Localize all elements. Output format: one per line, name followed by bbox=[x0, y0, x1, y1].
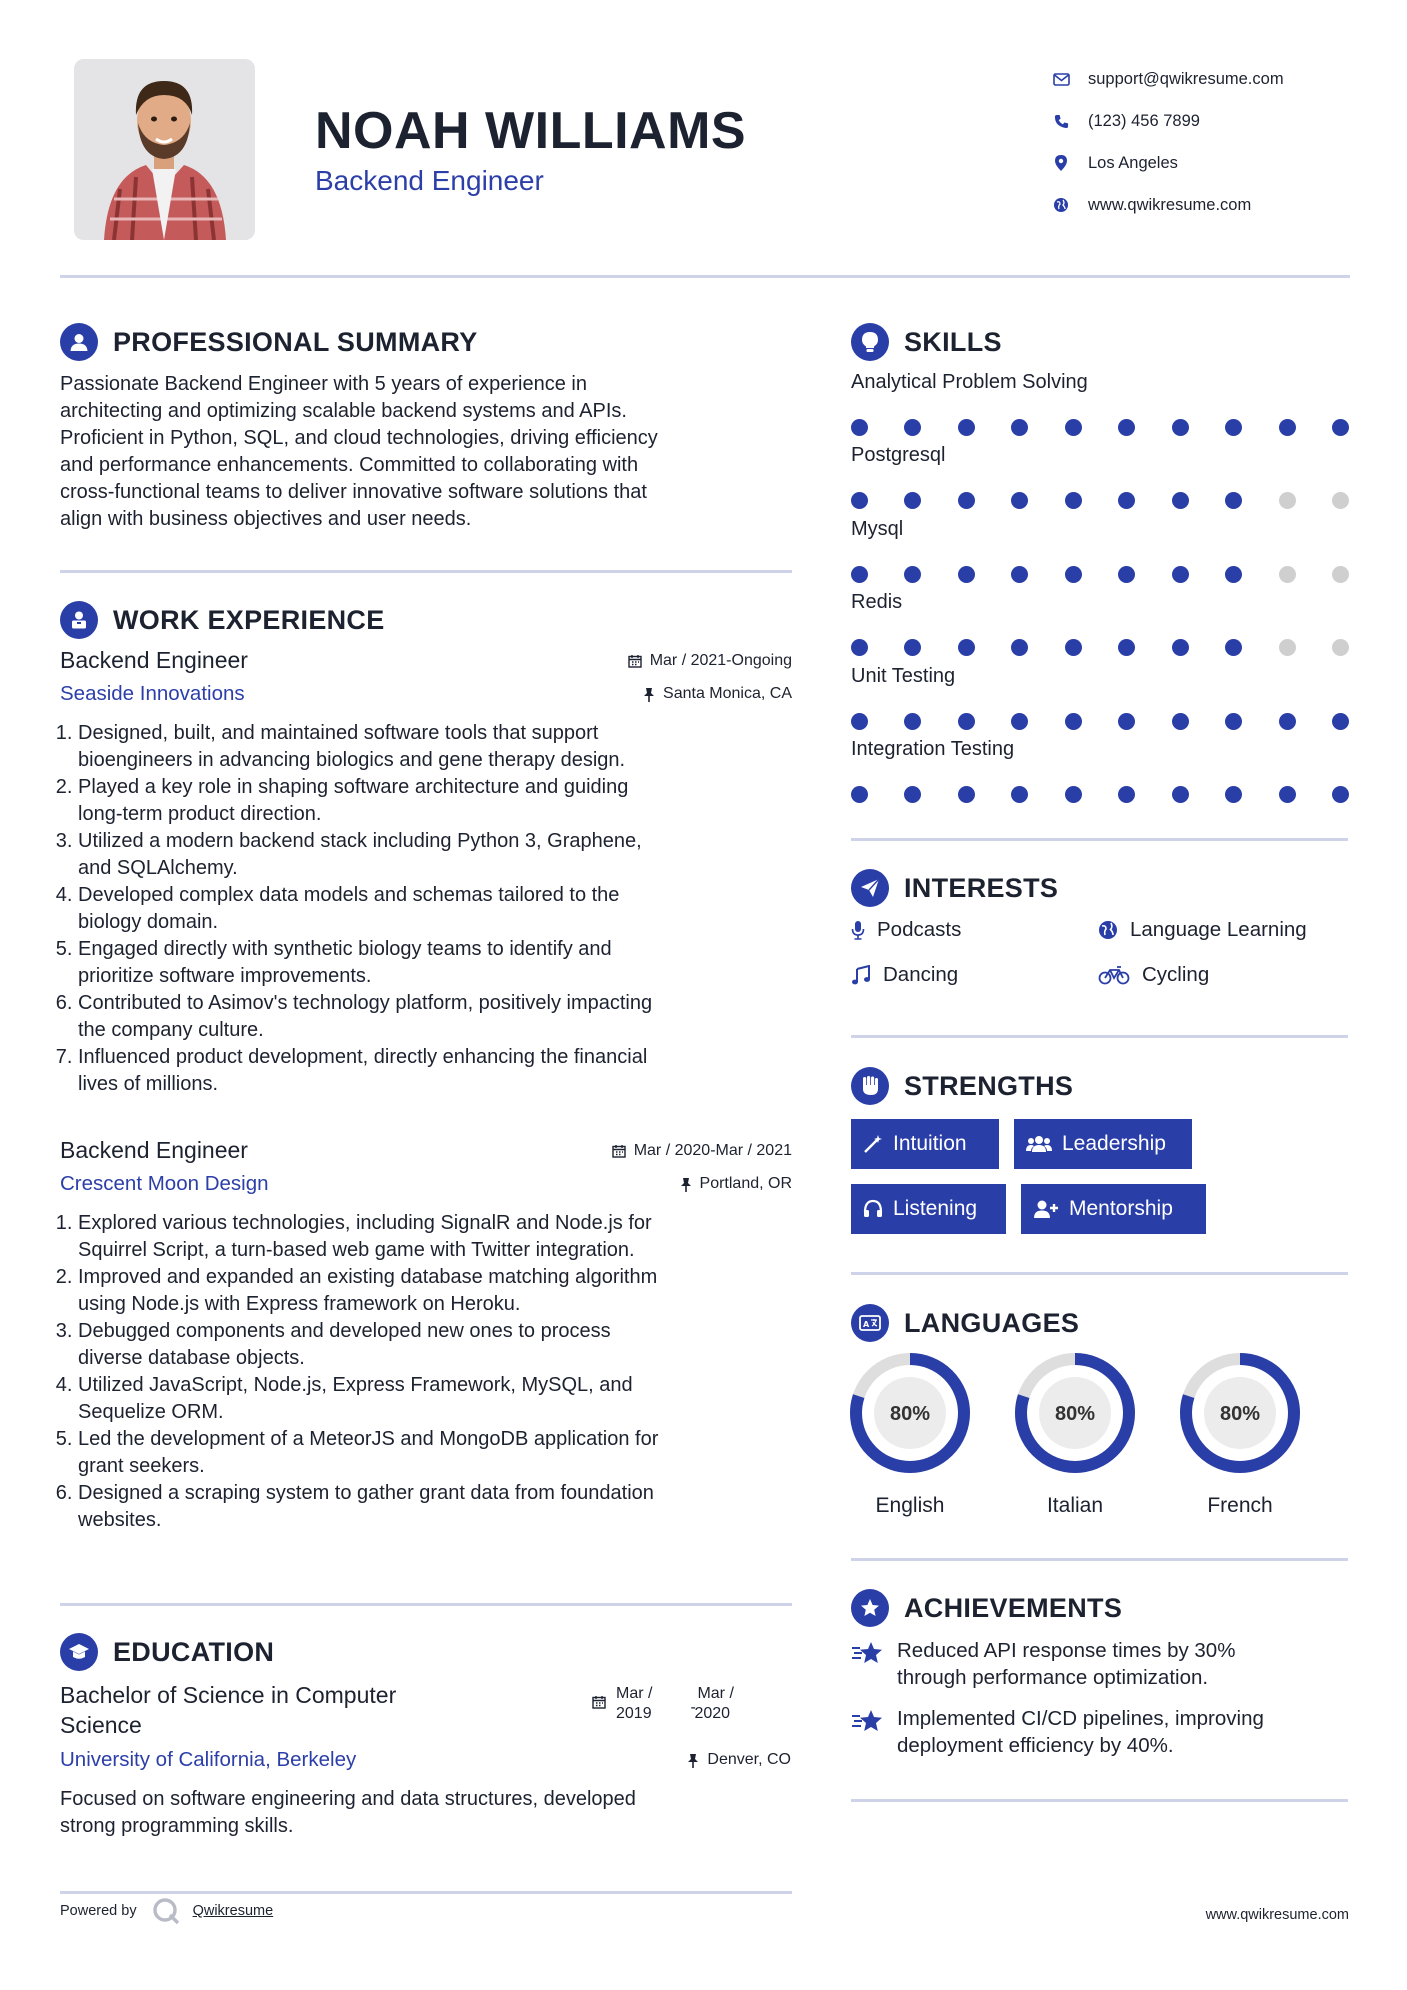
rating-dot-filled bbox=[851, 566, 868, 583]
language-name: Italian bbox=[1046, 1494, 1104, 1517]
summary-line: Passionate Backend Engineer with 5 years of experience in bbox=[60, 373, 587, 395]
rating-dot-empty bbox=[1332, 492, 1349, 509]
strength-badge: Listening bbox=[851, 1184, 1006, 1234]
job-company: Seaside Innovations bbox=[60, 682, 245, 705]
rating-dot-filled bbox=[1225, 492, 1242, 509]
rating-dot-filled bbox=[904, 492, 921, 509]
skill-name: Redis bbox=[851, 591, 903, 614]
rating-dot-filled bbox=[1279, 419, 1296, 436]
job-date-text: Mar / 2020-Mar / 2021 bbox=[633, 1141, 792, 1159]
rating-dot-filled bbox=[1065, 713, 1082, 730]
list-item: 6. Designed a scraping system to gather grant data from foundation websites. bbox=[78, 1480, 792, 1534]
list-item: 5. Led the development of a MeteorJS and MongoDB application for grant seekers. bbox=[78, 1426, 792, 1480]
language-item bbox=[848, 1351, 972, 1518]
rating-dot-filled bbox=[1118, 566, 1135, 583]
contact-email[interactable] bbox=[1050, 58, 1284, 100]
rating-dot-filled bbox=[1172, 639, 1189, 656]
rating-dot-filled bbox=[1065, 419, 1082, 436]
summary-line: and performance enhancements. Committed to collaborating with bbox=[60, 454, 639, 476]
skill-name: Mysql bbox=[851, 517, 904, 540]
contact-location-text: Los Angeles bbox=[1088, 153, 1178, 172]
summary-divider bbox=[60, 570, 792, 573]
skill-rating bbox=[851, 419, 1349, 436]
raised-fist-icon bbox=[851, 1067, 889, 1105]
rating-dot-filled bbox=[904, 786, 921, 803]
rating-dot-filled bbox=[851, 492, 868, 509]
list-item: 4. Utilized JavaScript, Node.js, Express Framework, MySQL, and Sequelize ORM. bbox=[78, 1372, 792, 1426]
job-title: Backend Engineer bbox=[60, 1137, 248, 1163]
rating-dot-empty bbox=[1332, 639, 1349, 656]
summary-text bbox=[60, 371, 800, 533]
education-divider bbox=[60, 1891, 792, 1894]
summary-line: Proficient in Python, SQL, and cloud technologies, driving efficiency bbox=[60, 427, 658, 449]
graduation-icon bbox=[60, 1633, 98, 1671]
gauge-percent-label: 80% bbox=[889, 1403, 931, 1425]
rating-dot-filled bbox=[904, 713, 921, 730]
list-item: 1. Designed, built, and maintained software tools that support bioengineers in advancing biologics and gene therapy design. bbox=[78, 720, 792, 774]
gauge-percent-label: 80% bbox=[1219, 1403, 1261, 1425]
globe-icon bbox=[1050, 194, 1072, 216]
skills-title: SKILLS bbox=[904, 326, 1002, 357]
strength-badge: Mentorship bbox=[1021, 1184, 1206, 1234]
education-school: University of California, Berkeley bbox=[60, 1748, 357, 1771]
job-title: Backend Engineer bbox=[60, 647, 248, 673]
skill-rating bbox=[851, 566, 1349, 583]
achievement-line: through performance optimization. bbox=[897, 1666, 1209, 1689]
skill-rating bbox=[851, 786, 1349, 803]
phone-icon bbox=[1050, 110, 1072, 132]
rating-dot-filled bbox=[1065, 566, 1082, 583]
summary-line: align with business objectives and user needs. bbox=[60, 508, 472, 530]
briefcase-user-icon bbox=[60, 601, 98, 639]
rating-dot-filled bbox=[958, 786, 975, 803]
rating-dot-empty bbox=[1279, 492, 1296, 509]
paper-plane-icon bbox=[851, 869, 889, 907]
rating-dot-filled bbox=[1332, 713, 1349, 730]
strengths-divider bbox=[851, 1272, 1348, 1275]
rating-dot-filled bbox=[1011, 713, 1028, 730]
rating-dot-filled bbox=[904, 566, 921, 583]
skill-row bbox=[851, 665, 1351, 730]
rating-dot-filled bbox=[1172, 419, 1189, 436]
rating-dot-filled bbox=[904, 419, 921, 436]
rating-dot-filled bbox=[958, 639, 975, 656]
education-degree: Bachelor of Science in Computer Science bbox=[60, 1682, 397, 1738]
interests-divider bbox=[851, 1035, 1348, 1038]
interest-item: Podcasts bbox=[851, 918, 961, 942]
globe-icon bbox=[1098, 920, 1118, 940]
qwikresume-logo-icon bbox=[151, 1896, 181, 1926]
interest-item: Cycling bbox=[1098, 963, 1209, 987]
list-item: 3. Utilized a modern backend stack including Python 3, Graphene, and SQLAlchemy. bbox=[78, 828, 792, 882]
pushpin-icon bbox=[643, 687, 655, 702]
rating-dot-filled bbox=[851, 419, 868, 436]
summary-title: PROFESSIONAL SUMMARY bbox=[113, 326, 478, 357]
list-item: 4. Developed complex data models and schemas tailored to the biology domain. bbox=[78, 882, 792, 936]
job-date-text: Mar / 2021-Ongoing bbox=[649, 651, 792, 669]
rating-dot-filled bbox=[1225, 419, 1242, 436]
rating-dot-filled bbox=[1065, 492, 1082, 509]
education-description: Focused on software engineering and data structures, developed strong programming skills. bbox=[60, 1788, 636, 1837]
skill-name: Postgresql bbox=[851, 444, 946, 467]
rating-dot-filled bbox=[1065, 639, 1082, 656]
strength-badge: Leadership bbox=[1014, 1119, 1192, 1169]
shooting-star-icon bbox=[851, 1637, 885, 1691]
language-card-icon bbox=[851, 1304, 889, 1342]
rating-dot-filled bbox=[851, 786, 868, 803]
footer-website[interactable]: www.qwikresume.com bbox=[1205, 1907, 1349, 1923]
language-item bbox=[1178, 1351, 1302, 1518]
job-location-text: Portland, OR bbox=[699, 1175, 792, 1192]
interests-heading bbox=[851, 869, 1058, 907]
skill-name: Integration Testing bbox=[851, 738, 1015, 760]
language-gauge bbox=[848, 1351, 972, 1475]
skill-rating bbox=[851, 713, 1349, 730]
job-company: Crescent Moon Design bbox=[60, 1172, 269, 1195]
education-heading bbox=[60, 1633, 274, 1671]
achievements-divider bbox=[851, 1799, 1348, 1802]
list-item: 7. Influenced product development, directly enhancing the financial lives of millions. bbox=[78, 1044, 792, 1098]
job-location-text: Santa Monica, CA bbox=[663, 685, 792, 702]
skill-row bbox=[851, 738, 1351, 803]
interest-item: Dancing bbox=[851, 963, 958, 987]
contact-website-text: www.qwikresume.com bbox=[1088, 195, 1252, 214]
education-location: Denver, CO bbox=[687, 1751, 791, 1769]
language-gauge bbox=[1178, 1351, 1302, 1475]
rating-dot-filled bbox=[1118, 492, 1135, 509]
rating-dot-filled bbox=[1118, 639, 1135, 656]
list-item: 5. Engaged directly with synthetic biology teams to identify and prioritize software improvements. bbox=[78, 936, 792, 990]
rating-dot-filled bbox=[1172, 786, 1189, 803]
achievement-item bbox=[851, 1705, 1351, 1759]
languages-title: LANGUAGES bbox=[904, 1307, 1080, 1338]
contact-email-text: support@qwikresume.com bbox=[1088, 69, 1284, 88]
language-name: French bbox=[1207, 1494, 1273, 1517]
magic-wand-icon bbox=[863, 1134, 883, 1154]
rating-dot-empty bbox=[1332, 566, 1349, 583]
skills-divider bbox=[851, 838, 1348, 841]
skill-rating bbox=[851, 492, 1349, 509]
rating-dot-filled bbox=[1118, 786, 1135, 803]
rating-dot-empty bbox=[1279, 639, 1296, 656]
summary-line: cross-functional teams to deliver innovative software solutions that bbox=[60, 481, 647, 503]
skills-heading bbox=[851, 323, 1002, 361]
skill-rating bbox=[851, 639, 1349, 656]
job-entry bbox=[60, 647, 792, 1098]
skill-row bbox=[851, 591, 1351, 656]
envelope-icon bbox=[1050, 68, 1072, 90]
achievement-item bbox=[851, 1637, 1351, 1691]
contact-website[interactable] bbox=[1050, 184, 1284, 226]
rating-dot-filled bbox=[851, 713, 868, 730]
rating-dot-filled bbox=[1332, 786, 1349, 803]
strengths-title: STRENGTHS bbox=[904, 1070, 1074, 1101]
header-divider bbox=[60, 275, 1350, 278]
skill-name: Analytical Problem Solving bbox=[851, 371, 1088, 393]
list-item: 6. Contributed to Asimov's technology platform, positively impacting the company culture. bbox=[78, 990, 792, 1044]
rating-dot-filled bbox=[1172, 713, 1189, 730]
calendar-icon bbox=[628, 654, 642, 668]
rating-dot-filled bbox=[1172, 566, 1189, 583]
rating-dot-filled bbox=[1279, 786, 1296, 803]
contact-phone-text: (123) 456 7899 bbox=[1088, 111, 1200, 130]
education-title: EDUCATION bbox=[113, 1636, 275, 1667]
lightbulb-icon bbox=[851, 323, 889, 361]
rating-dot-filled bbox=[1011, 786, 1028, 803]
rating-dot-filled bbox=[1225, 566, 1242, 583]
summary-heading bbox=[60, 323, 478, 361]
star-badge-icon bbox=[851, 1589, 889, 1627]
education-start-date: Mar / 2019 bbox=[616, 1685, 653, 1722]
achievement-line: Implemented CI/CD pipelines, improving bbox=[897, 1707, 1264, 1730]
rating-dot-filled bbox=[1118, 419, 1135, 436]
list-item: 2. Improved and expanded an existing database matching algorithm using Node.js with Express framework on Heroku. bbox=[78, 1264, 792, 1318]
interest-item: Language Learning bbox=[1098, 918, 1307, 942]
languages-divider bbox=[851, 1558, 1348, 1561]
job-date bbox=[612, 1142, 792, 1160]
user-plus-icon bbox=[1033, 1199, 1059, 1219]
rating-dot-filled bbox=[1225, 713, 1242, 730]
shooting-star-icon bbox=[851, 1705, 885, 1759]
language-name: English bbox=[875, 1494, 945, 1517]
strengths-heading bbox=[851, 1067, 1073, 1105]
rating-dot-filled bbox=[1011, 492, 1028, 509]
map-pin-icon bbox=[1050, 152, 1072, 174]
achievements-heading bbox=[851, 1589, 1122, 1627]
work-title: WORK EXPERIENCE bbox=[113, 604, 385, 635]
rating-dot-empty bbox=[1279, 566, 1296, 583]
qwikresume-link[interactable]: Qwikresume bbox=[192, 1903, 274, 1919]
rating-dot-filled bbox=[1279, 713, 1296, 730]
rating-dot-filled bbox=[1225, 786, 1242, 803]
language-gauge bbox=[1013, 1351, 1137, 1475]
list-item: 3. Debugged components and developed new ones to process diverse database objects. bbox=[78, 1318, 792, 1372]
rating-dot-filled bbox=[958, 713, 975, 730]
candidate-role: Backend Engineer bbox=[315, 165, 544, 196]
list-item: 1. Explored various technologies, including SignalR and Node.js for Squirrel Script, a turn-based web game with Twitter integration. bbox=[78, 1210, 792, 1264]
rating-dot-filled bbox=[1011, 419, 1028, 436]
music-note-icon bbox=[851, 965, 871, 985]
education-end-date: Mar / - 2020 bbox=[690, 1685, 734, 1722]
avatar bbox=[74, 59, 255, 240]
job-duties bbox=[60, 720, 792, 1098]
contact-location bbox=[1050, 142, 1284, 184]
rating-dot-filled bbox=[958, 566, 975, 583]
rating-dot-filled bbox=[1011, 566, 1028, 583]
education-dates bbox=[592, 1684, 734, 1724]
job-location bbox=[643, 685, 792, 703]
calendar-icon bbox=[612, 1144, 626, 1158]
languages-heading bbox=[851, 1304, 1079, 1342]
headphones-icon bbox=[863, 1199, 883, 1219]
job-entry bbox=[60, 1137, 792, 1534]
achievement-line: Reduced API response times by 30% bbox=[897, 1639, 1236, 1662]
work-heading bbox=[60, 601, 385, 639]
calendar-icon bbox=[592, 1695, 606, 1709]
strength-badge: Intuition bbox=[851, 1119, 999, 1169]
rating-dot-filled bbox=[1118, 713, 1135, 730]
work-divider bbox=[60, 1603, 792, 1606]
rating-dot-filled bbox=[851, 639, 868, 656]
users-icon bbox=[1026, 1134, 1052, 1154]
rating-dot-filled bbox=[1172, 492, 1189, 509]
skill-name: Unit Testing bbox=[851, 664, 956, 687]
contact-phone[interactable] bbox=[1050, 100, 1284, 142]
footer-powered-by bbox=[60, 1896, 273, 1926]
achievement-line: deployment efficiency by 40%. bbox=[897, 1734, 1174, 1757]
rating-dot-filled bbox=[1011, 639, 1028, 656]
rating-dot-filled bbox=[958, 492, 975, 509]
contact-list bbox=[1050, 58, 1284, 226]
job-date bbox=[628, 652, 792, 670]
language-item bbox=[1013, 1351, 1137, 1518]
pushpin-icon bbox=[680, 1177, 692, 1192]
rating-dot-filled bbox=[958, 419, 975, 436]
candidate-name: NOAH WILLIAMS bbox=[315, 102, 747, 160]
skill-row bbox=[851, 371, 1351, 436]
powered-by-label: Powered by bbox=[60, 1903, 137, 1919]
svg-text:A: A bbox=[863, 1320, 870, 1329]
summary-line: architecting and optimizing scalable backend systems and APIs. bbox=[60, 400, 627, 422]
rating-dot-filled bbox=[1332, 419, 1349, 436]
interests-title: INTERESTS bbox=[904, 872, 1059, 903]
list-item: 2. Played a key role in shaping software architecture and guiding long-term product direction. bbox=[78, 774, 792, 828]
gauge-percent-label: 80% bbox=[1054, 1403, 1096, 1425]
job-location bbox=[680, 1175, 792, 1193]
achievements-title: ACHIEVEMENTS bbox=[904, 1592, 1123, 1623]
microphone-icon bbox=[851, 920, 865, 940]
skill-row bbox=[851, 444, 1351, 509]
bicycle-icon bbox=[1098, 965, 1130, 985]
pushpin-icon bbox=[687, 1753, 699, 1768]
rating-dot-filled bbox=[1225, 639, 1242, 656]
rating-dot-filled bbox=[1065, 786, 1082, 803]
job-duties bbox=[60, 1210, 792, 1534]
user-icon bbox=[60, 323, 98, 361]
skill-row bbox=[851, 518, 1351, 583]
rating-dot-filled bbox=[904, 639, 921, 656]
